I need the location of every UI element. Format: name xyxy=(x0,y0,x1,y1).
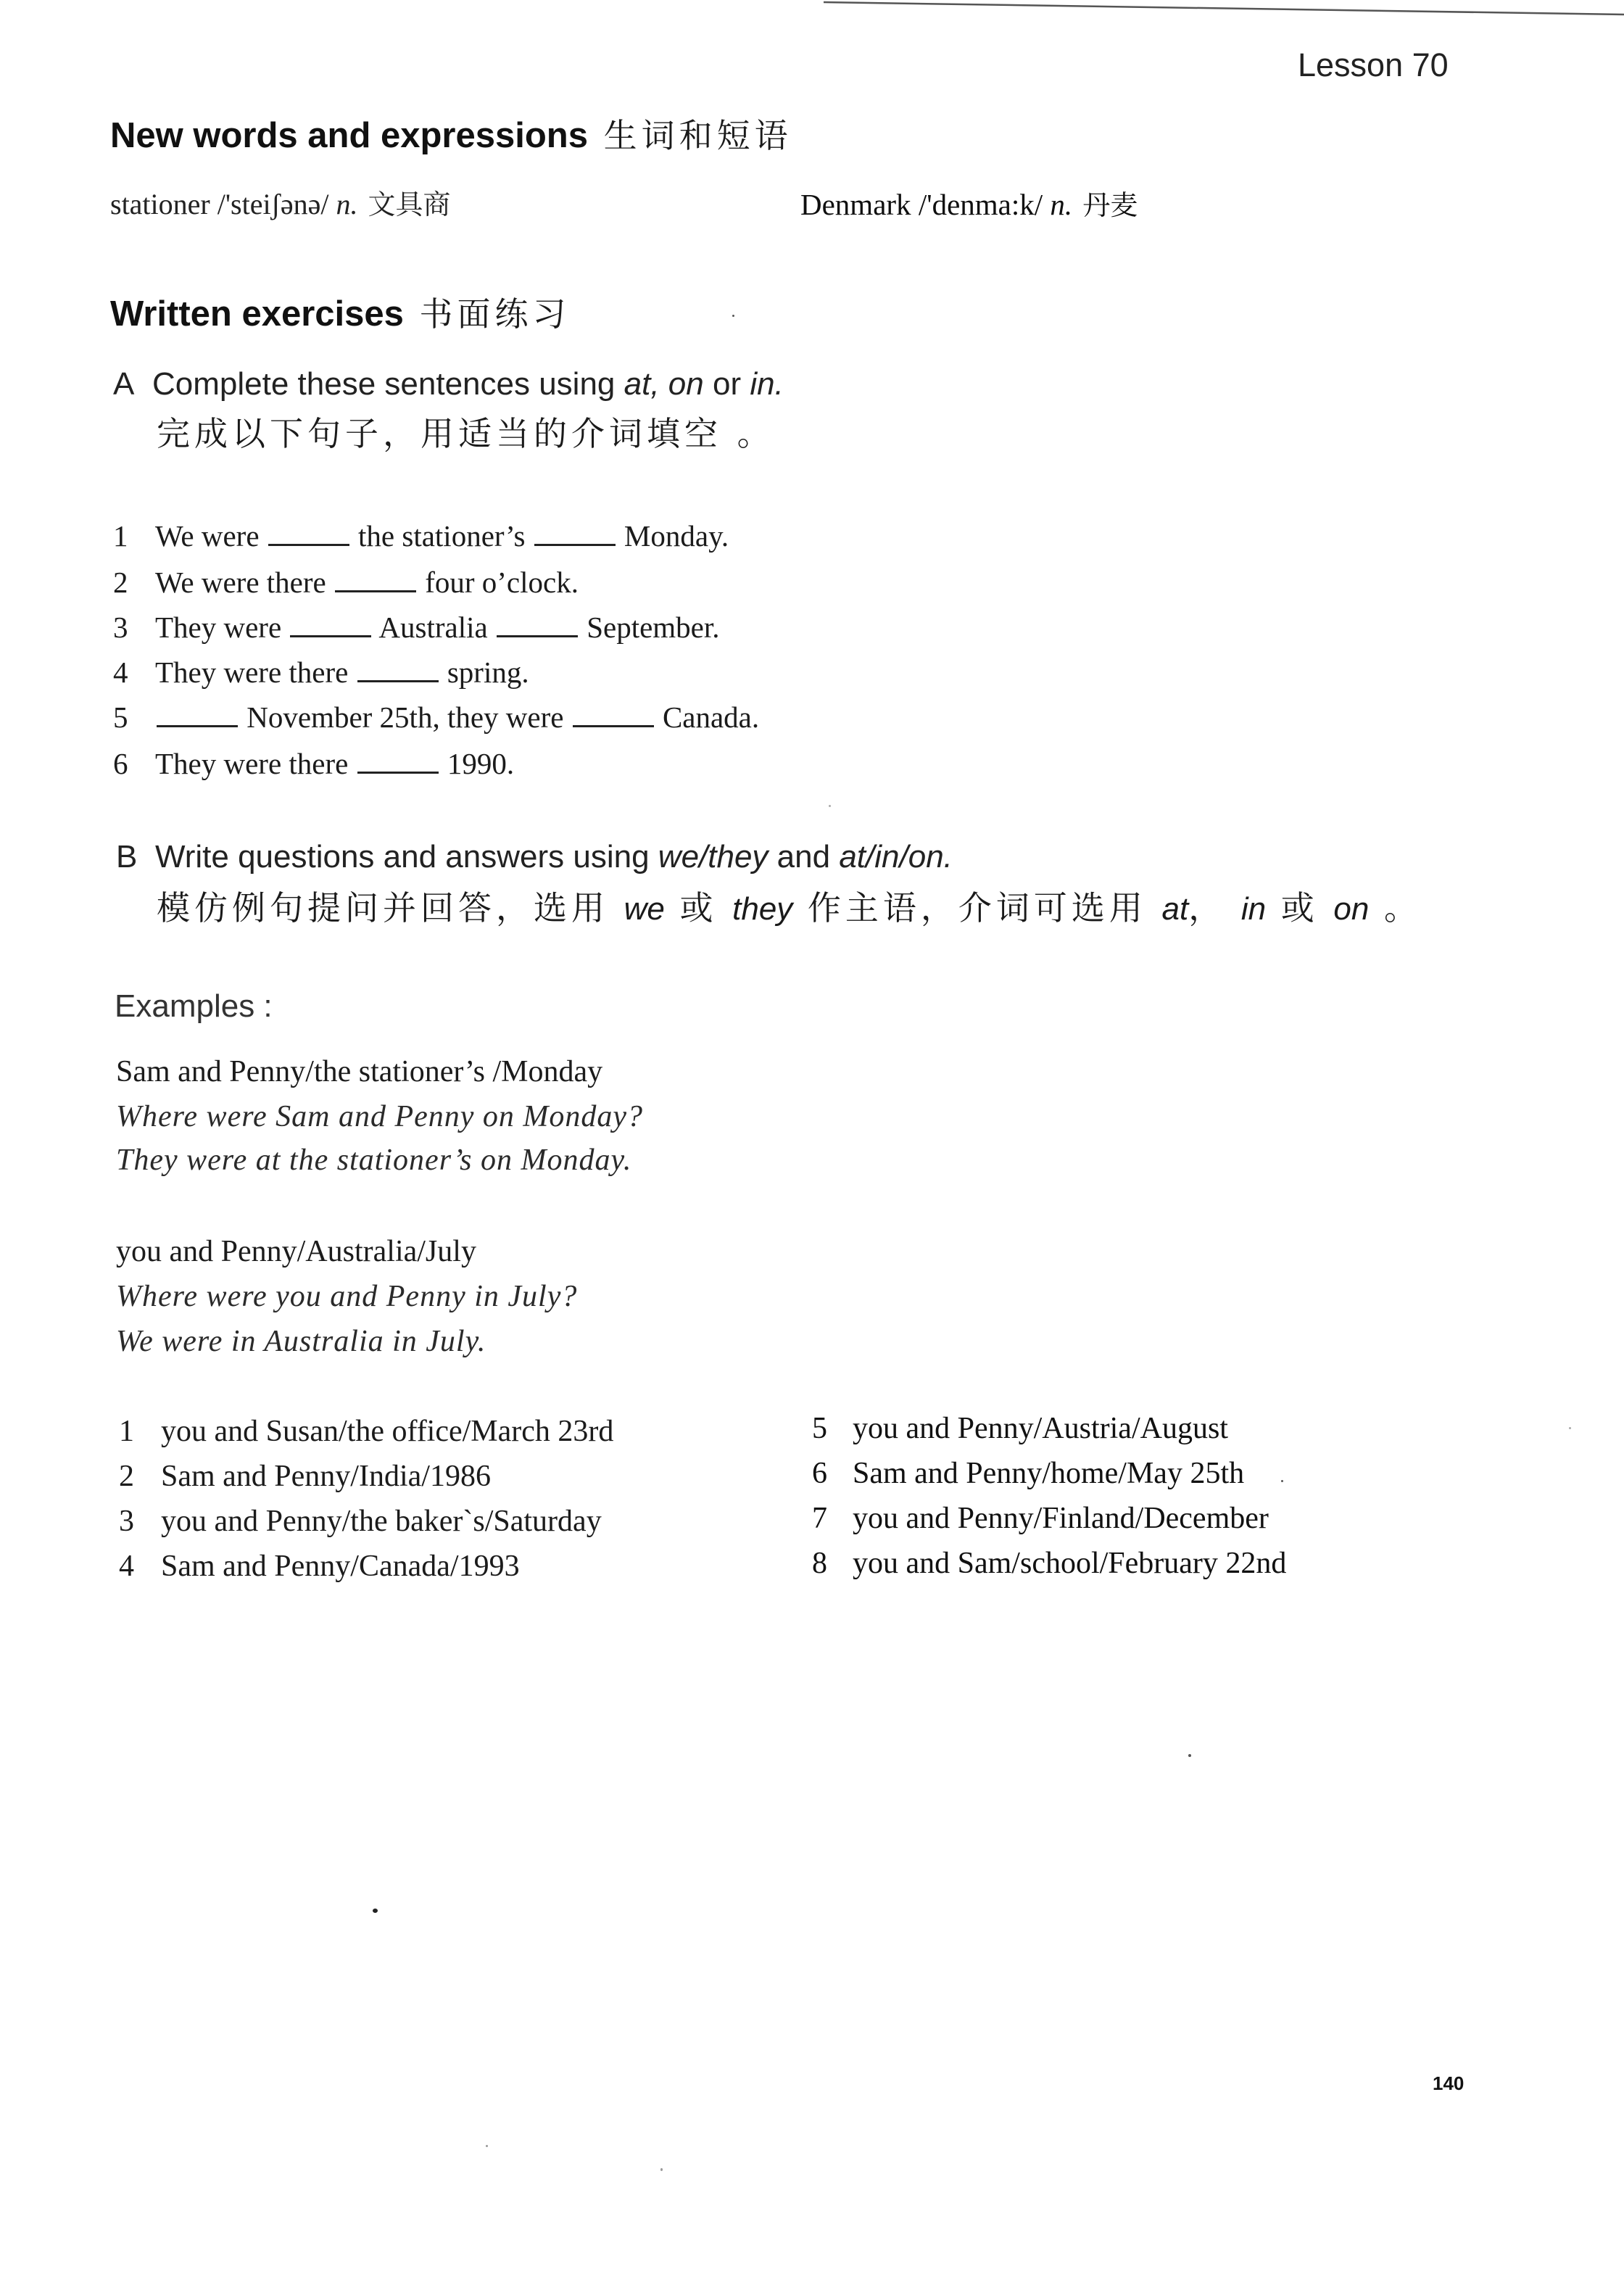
sentence-segment: They were xyxy=(155,611,282,644)
instruction-zh-emphasis: in xyxy=(1240,891,1267,927)
page-number: 140 xyxy=(1433,2072,1464,2094)
instruction-zh-text: 。 xyxy=(1383,888,1422,927)
new-words-heading xyxy=(110,118,792,154)
scan-speck xyxy=(660,2168,663,2171)
example-question: Where were Sam and Penny on Monday? xyxy=(116,1100,644,1133)
item-number: 1 xyxy=(119,1415,134,1448)
exercise-a-instruction-zh: 完成以下句子，用适当的介词填空 。 xyxy=(157,414,775,453)
item-text: you and Sam/school/February 22nd xyxy=(853,1547,1287,1580)
sentence-segment: November 25th, they were xyxy=(246,700,564,734)
sentence-segment: They were there xyxy=(155,747,349,780)
instruction-zh-text: ， xyxy=(1188,888,1227,927)
instruction-zh-text: 作主语，介词可选用 xyxy=(807,888,1147,927)
item-text: Sam and Penny/India/1986 xyxy=(161,1460,491,1493)
vocab-part-of-speech: n. xyxy=(1050,188,1073,221)
exercise-a-instruction xyxy=(113,368,784,400)
instruction-emphasis: we/they xyxy=(658,839,768,875)
sentence-number: 3 xyxy=(113,611,128,644)
new-words-title-zh: 生词和短语 xyxy=(603,116,792,155)
exercise-b-item xyxy=(812,1548,1286,1579)
item-number: 6 xyxy=(812,1457,827,1490)
instruction-emphasis: at, xyxy=(624,366,660,402)
example-prompt: Sam and Penny/the stationer’s /Monday xyxy=(116,1055,603,1088)
exercise-b-item xyxy=(812,1413,1228,1444)
item-text: you and Penny/Finland/December xyxy=(853,1502,1269,1535)
scan-speck xyxy=(373,1909,378,1913)
sentence-number: 4 xyxy=(113,656,128,689)
sentence-segment: Canada. xyxy=(662,700,760,734)
item-text: Sam and Penny/home/May 25th xyxy=(853,1457,1245,1490)
item-number: 7 xyxy=(812,1502,827,1535)
item-text: you and Penny/Austria/August xyxy=(853,1412,1228,1445)
example-prompt: you and Penny/Australia/July xyxy=(116,1235,476,1268)
sentence-segment: 1990. xyxy=(447,747,515,780)
example-question: Where were you and Penny in July? xyxy=(116,1280,578,1313)
answer-blank xyxy=(290,635,371,637)
vocab-entry-stationer xyxy=(110,190,451,219)
exercise-b-instruction xyxy=(116,841,953,873)
sentence-segment: spring. xyxy=(447,656,529,689)
instruction-text: Complete these sentences using xyxy=(152,366,616,402)
instruction-zh-emphasis: they xyxy=(732,891,793,927)
answer-blank xyxy=(157,725,238,727)
vocab-entry-denmark xyxy=(800,190,1138,220)
exercise-a-sentence xyxy=(113,568,579,598)
item-number: 8 xyxy=(812,1547,827,1580)
example-answer: They were at the stationer’s on Monday. xyxy=(116,1144,632,1177)
exercise-b-item xyxy=(812,1503,1269,1534)
instruction-zh-emphasis: we xyxy=(624,891,665,927)
sentence-number: 2 xyxy=(113,566,128,599)
exercise-a-sentence xyxy=(113,521,729,551)
exercise-b-item xyxy=(119,1551,520,1582)
sentence-number: 5 xyxy=(113,700,128,734)
vocab-word: Denmark xyxy=(800,188,911,221)
item-number: 2 xyxy=(119,1460,134,1493)
written-exercises-title-zh: 书面练习 xyxy=(419,294,571,334)
instruction-text: or xyxy=(712,366,742,402)
instruction-emphasis: in. xyxy=(750,366,784,402)
sentence-segment: the stationer’s xyxy=(358,519,526,553)
sentence-number: 6 xyxy=(113,747,128,780)
vocab-phonetic: /'denma:k/ xyxy=(918,188,1043,221)
item-number: 4 xyxy=(119,1550,134,1583)
scan-speck xyxy=(829,805,831,807)
vocab-meaning: 文具商 xyxy=(368,189,451,220)
exercise-b-item xyxy=(119,1461,491,1492)
answer-blank xyxy=(357,772,439,774)
scan-speck xyxy=(732,315,734,317)
exercise-a-sentence xyxy=(113,749,514,779)
item-text: you and Susan/the office/March 23rd xyxy=(161,1415,614,1448)
lesson-label: Lesson 70 xyxy=(1298,46,1449,83)
item-text: Sam and Penny/Canada/1993 xyxy=(161,1550,520,1583)
sentence-segment: four o’clock. xyxy=(425,566,579,599)
item-number: 3 xyxy=(119,1505,134,1538)
answer-blank xyxy=(534,544,616,546)
answer-blank xyxy=(357,680,439,682)
sentence-segment: We were there xyxy=(155,566,326,599)
new-words-title: New words and expressions xyxy=(110,116,588,155)
item-text: you and Penny/the baker`s/Saturday xyxy=(161,1505,602,1538)
sentence-number: 1 xyxy=(113,519,128,553)
exercise-b-item xyxy=(119,1506,602,1537)
vocab-meaning: 丹麦 xyxy=(1082,189,1138,221)
scan-speck xyxy=(1569,1427,1571,1429)
exercise-a-sentence xyxy=(113,613,720,642)
answer-blank xyxy=(497,635,578,637)
instruction-zh-emphasis: on xyxy=(1333,891,1370,927)
exercise-a-sentence xyxy=(113,700,760,734)
instruction-zh-text: 或 xyxy=(679,888,718,927)
scan-speck xyxy=(1188,1754,1191,1757)
exercise-b-item xyxy=(812,1458,1244,1489)
answer-blank xyxy=(335,590,416,592)
written-exercises-title: Written exercises xyxy=(110,294,404,334)
vocab-word: stationer xyxy=(110,188,210,220)
sentence-segment: Monday. xyxy=(624,519,729,553)
example-answer: We were in Australia in July. xyxy=(116,1325,486,1358)
instruction-emphasis: at/in/on. xyxy=(839,839,953,875)
exercise-b-instruction-zh xyxy=(157,888,1422,927)
vocab-part-of-speech: n. xyxy=(336,188,358,220)
instruction-emphasis: on xyxy=(668,366,704,402)
exercise-a-letter: A xyxy=(113,366,135,402)
instruction-zh-text: 或 xyxy=(1280,888,1319,927)
item-number: 5 xyxy=(812,1412,827,1445)
examples-label: Examples : xyxy=(115,988,273,1024)
instruction-text: Write questions and answers using xyxy=(155,839,650,875)
top-border-rule xyxy=(0,0,1624,29)
instruction-text: and xyxy=(776,839,831,875)
scan-speck xyxy=(1281,1480,1283,1482)
instruction-zh-emphasis: at xyxy=(1161,891,1189,927)
scan-speck xyxy=(486,2145,488,2147)
sentence-segment: September. xyxy=(587,611,720,644)
answer-blank xyxy=(268,544,349,546)
answer-blank xyxy=(573,725,654,727)
exercise-a-sentence xyxy=(113,658,529,687)
instruction-zh-text: 模仿例句提问并回答，选用 xyxy=(157,888,609,927)
exercise-b-item xyxy=(119,1416,613,1447)
vocab-phonetic: /'steiʃənə/ xyxy=(217,188,329,220)
sentence-segment: Australia xyxy=(378,611,488,644)
written-exercises-heading xyxy=(110,294,571,334)
sentence-segment: We were xyxy=(155,519,260,553)
sentence-segment: They were there xyxy=(155,656,349,689)
exercise-b-letter: B xyxy=(116,839,138,875)
